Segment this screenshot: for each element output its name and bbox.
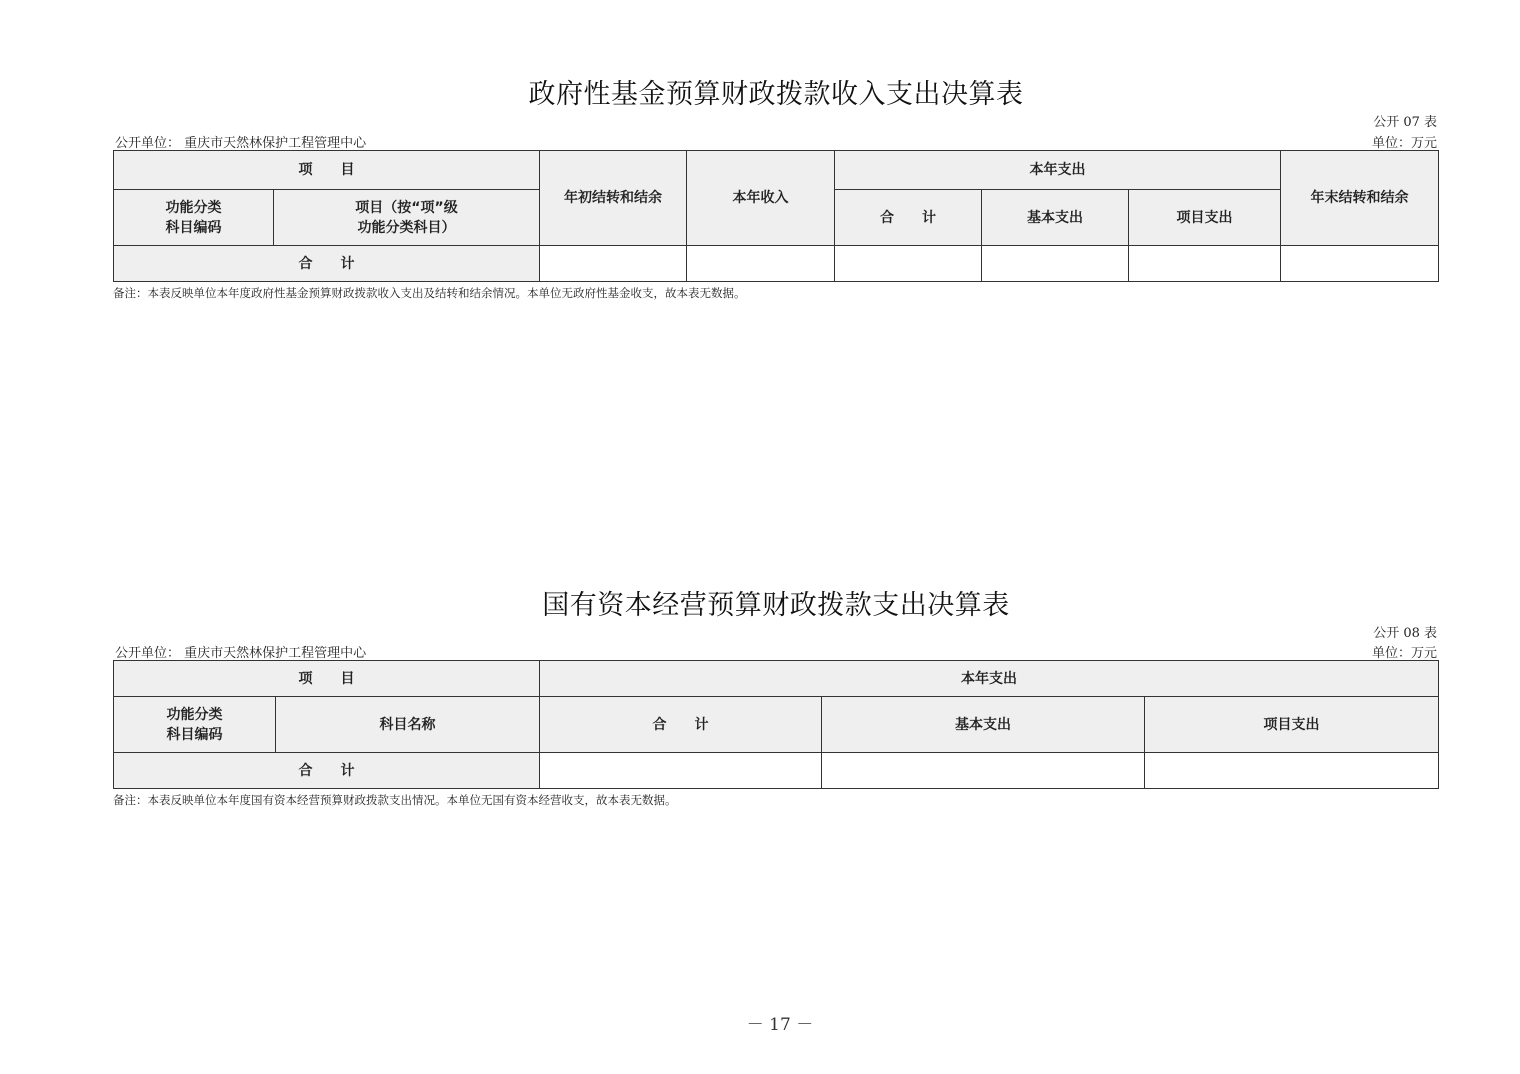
table1-unit-right: 单位：万元 <box>1371 136 1437 151</box>
total-expense-total-cell <box>540 753 822 789</box>
header-func-code: 功能分类 科目编码 <box>114 697 276 753</box>
table2-code: 公开 08 表 <box>1373 626 1437 641</box>
header-item: 项 目 <box>114 151 540 190</box>
header-basic: 基本支出 <box>982 190 1129 246</box>
header-item-name: 项目（按“项”级 功能分类科目） <box>274 190 540 246</box>
header-total: 合 计 <box>835 190 982 246</box>
total-row-label: 合 计 <box>114 753 540 789</box>
header-end-balance: 年末结转和结余 <box>1281 151 1439 246</box>
table2-title: 国有资本经营预算财政拨款支出决算表 <box>542 590 1010 621</box>
total-end-balance-cell <box>1281 246 1439 282</box>
table1-unit-left: 公开单位： 重庆市天然林保护工程管理中心 <box>115 136 367 151</box>
table2-unit-right: 单位：万元 <box>1371 646 1437 661</box>
table2 <box>113 660 1439 789</box>
total-row-label: 合 计 <box>114 246 540 282</box>
total-project-cell <box>1145 753 1439 789</box>
table2-unit-left: 公开单位： 重庆市天然林保护工程管理中心 <box>115 646 367 661</box>
header-expense: 本年支出 <box>540 661 1439 697</box>
header-item-name: 科目名称 <box>276 697 540 753</box>
header-project: 项目支出 <box>1129 190 1281 246</box>
header-expense: 本年支出 <box>835 151 1281 190</box>
total-begin-balance-cell <box>540 246 687 282</box>
table1 <box>113 150 1439 282</box>
header-func-code: 功能分类 科目编码 <box>114 190 274 246</box>
header-basic: 基本支出 <box>822 697 1145 753</box>
total-basic-cell <box>822 753 1145 789</box>
table1-note: 备注：本表反映单位本年度政府性基金预算财政拨款收入支出及结转和结余情况。本单位无政府性基金收支，故本表无数据。 <box>113 286 746 300</box>
header-total: 合 计 <box>540 697 822 753</box>
total-expense-total-cell <box>835 246 982 282</box>
table2-note: 备注：本表反映单位本年度国有资本经营预算财政拨款支出情况。本单位无国有资本经营收支，故本表无数据。 <box>113 793 677 807</box>
total-income-cell <box>687 246 835 282</box>
table1-title: 政府性基金预算财政拨款收入支出决算表 <box>528 79 1024 110</box>
header-item: 项 目 <box>114 661 540 697</box>
page-number: － 17 － <box>746 1015 814 1035</box>
header-project: 项目支出 <box>1145 697 1439 753</box>
table1-code: 公开 07 表 <box>1373 115 1437 130</box>
total-project-cell <box>1129 246 1281 282</box>
total-basic-cell <box>982 246 1129 282</box>
header-income: 本年收入 <box>687 151 835 246</box>
header-begin-balance: 年初结转和结余 <box>540 151 687 246</box>
